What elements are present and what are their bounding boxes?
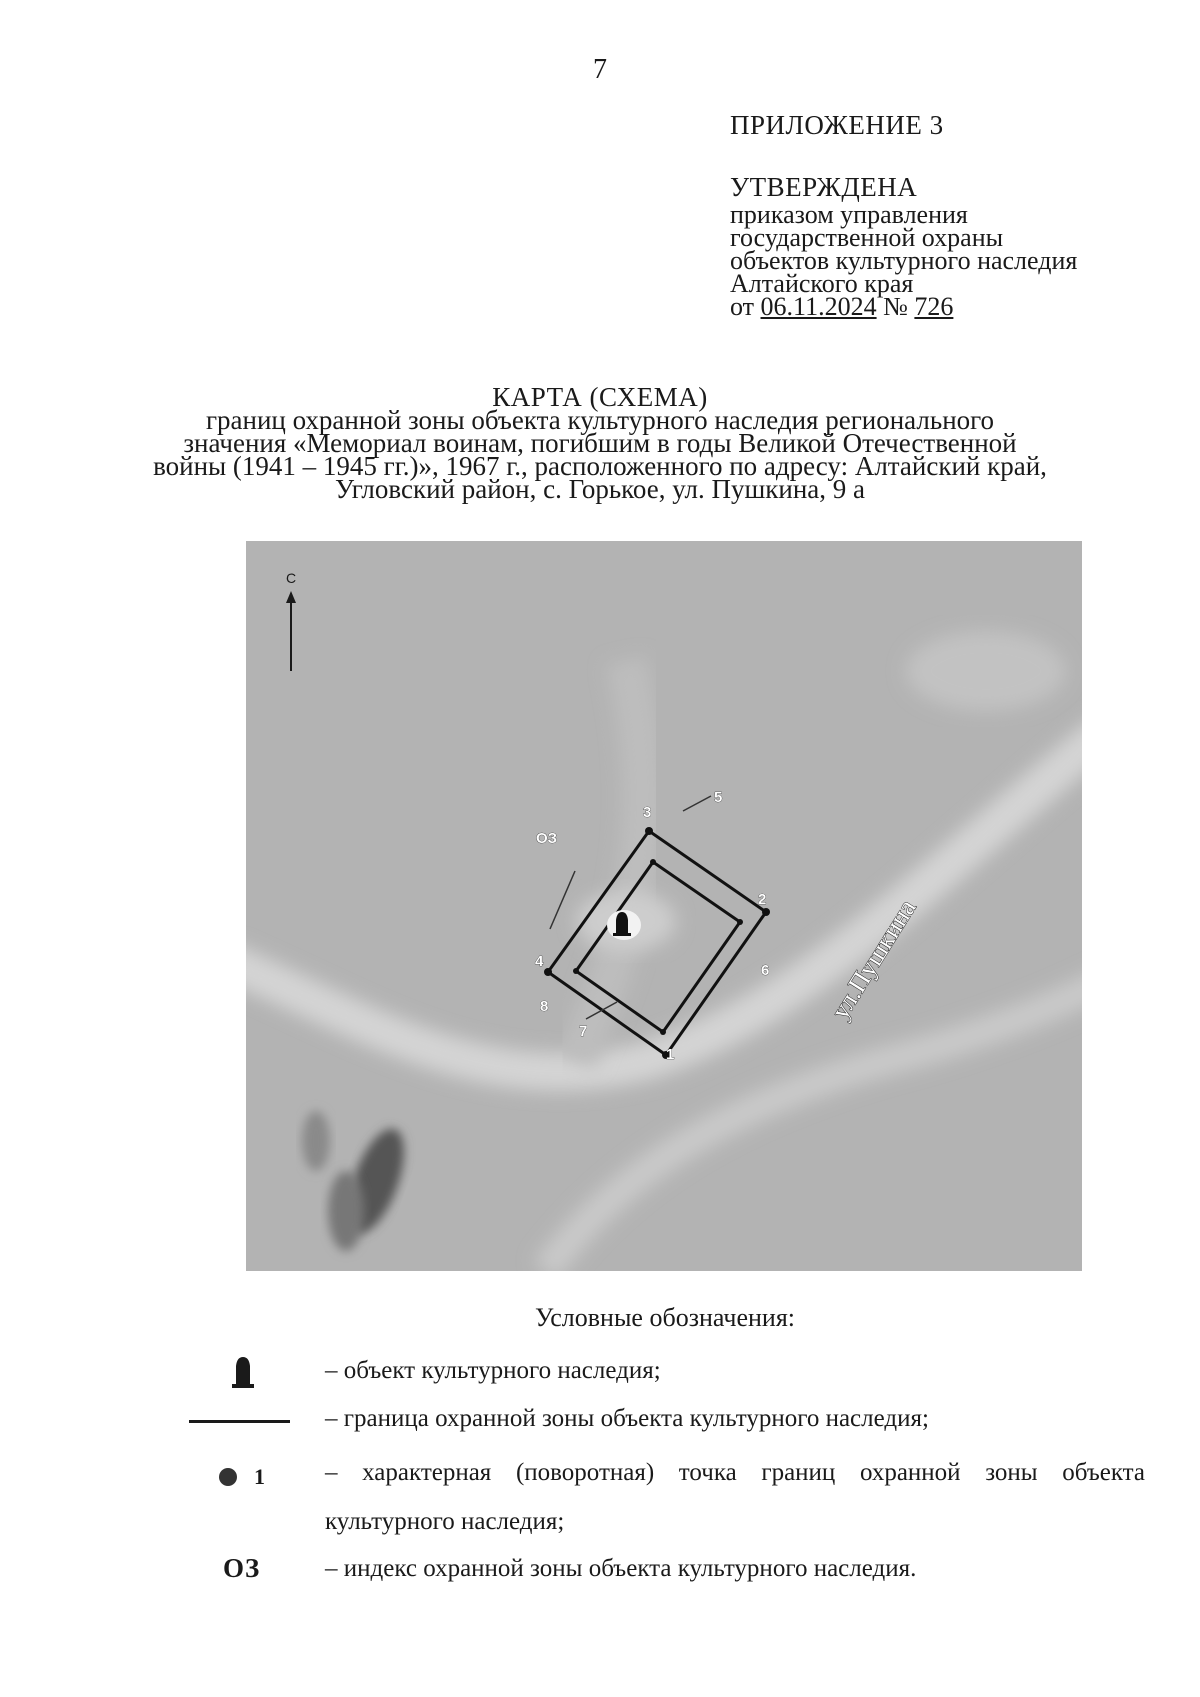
approval-date-line — [730, 292, 1077, 321]
point-label-4: 4 — [535, 953, 544, 970]
approval-line: Алтайского края — [730, 269, 914, 298]
appendix-label: ПРИЛОЖЕНИЕ 3 — [730, 110, 944, 140]
point-marker-icon — [219, 1468, 237, 1486]
approval-block — [730, 172, 1078, 321]
map-title-line: значения «Мемориал воинам, погибшим в годы Великой Отечественной — [183, 428, 1017, 458]
segment-label-5: 5 — [714, 789, 723, 806]
approval-line: приказом управления — [730, 200, 968, 229]
point-label-1: 1 — [666, 1046, 675, 1063]
approval-line: государственной охраны — [730, 223, 1004, 252]
approval-number: 726 — [914, 292, 954, 321]
plot-vertex — [737, 919, 743, 925]
boundary-line-symbol — [189, 1420, 290, 1423]
plot-vertex — [573, 968, 579, 974]
monument-icon — [616, 912, 628, 934]
map-title-line: границ охранной зоны объекта культурного наследия регионального — [205, 405, 995, 435]
map-title — [0, 382, 1200, 504]
page-number: 7 — [593, 54, 607, 85]
map-scheme — [246, 541, 1082, 1271]
street-label: ул.Пушкина — [825, 894, 922, 1025]
legend-text: – характерная (поворотная) точка границ охранной зоны объекта — [325, 1459, 1145, 1486]
north-label: С — [285, 570, 297, 586]
approval-title: УТВЕРЖДЕНА — [730, 172, 918, 202]
monument-icon-base — [613, 933, 631, 936]
ground-patch — [906, 631, 1066, 711]
legend-text-continued: культурного наследия; — [325, 1508, 565, 1535]
map-title-line: войны (1941 – 1945 гг.)», 1967 г., расположенного по адресу: Алтайский край, — [153, 451, 1047, 481]
zone-index-symbol: ОЗ — [223, 1553, 261, 1583]
legend-text: – граница охранной зоны объекта культурного наследия; — [325, 1405, 929, 1432]
segment-label-6: 6 — [761, 962, 770, 979]
approval-line: объектов культурного наследия — [730, 246, 1078, 275]
monument-icon — [229, 1355, 257, 1389]
legend-text: – объект культурного наследия; — [325, 1357, 661, 1384]
map-title-line: Угловский район, с. Горькое, ул. Пушкина, 9 а — [334, 474, 866, 504]
vegetation — [302, 1111, 330, 1171]
zone-index-label: ОЗ — [536, 830, 558, 847]
segment-label-8: 8 — [540, 998, 549, 1015]
turning-point — [762, 908, 770, 916]
turning-point — [544, 968, 552, 976]
approval-date: 06.11.2024 — [760, 292, 877, 321]
date-prefix: от — [730, 292, 755, 321]
plot-vertex — [660, 1029, 666, 1035]
legend-text: – индекс охранной зоны объекта культурного наследия. — [325, 1555, 917, 1582]
number-sign: № — [883, 292, 908, 321]
vegetation — [328, 1171, 364, 1251]
turning-point — [645, 827, 653, 835]
plot-vertex — [650, 859, 656, 865]
map-title-heading: КАРТА (СХЕМА) — [492, 382, 708, 412]
segment-label-7: 7 — [579, 1023, 588, 1040]
point-label-2: 2 — [758, 891, 767, 908]
legend-title: Условные обозначения: — [534, 1303, 796, 1332]
point-marker-label: 1 — [254, 1464, 265, 1489]
point-label-3: 3 — [643, 804, 652, 821]
